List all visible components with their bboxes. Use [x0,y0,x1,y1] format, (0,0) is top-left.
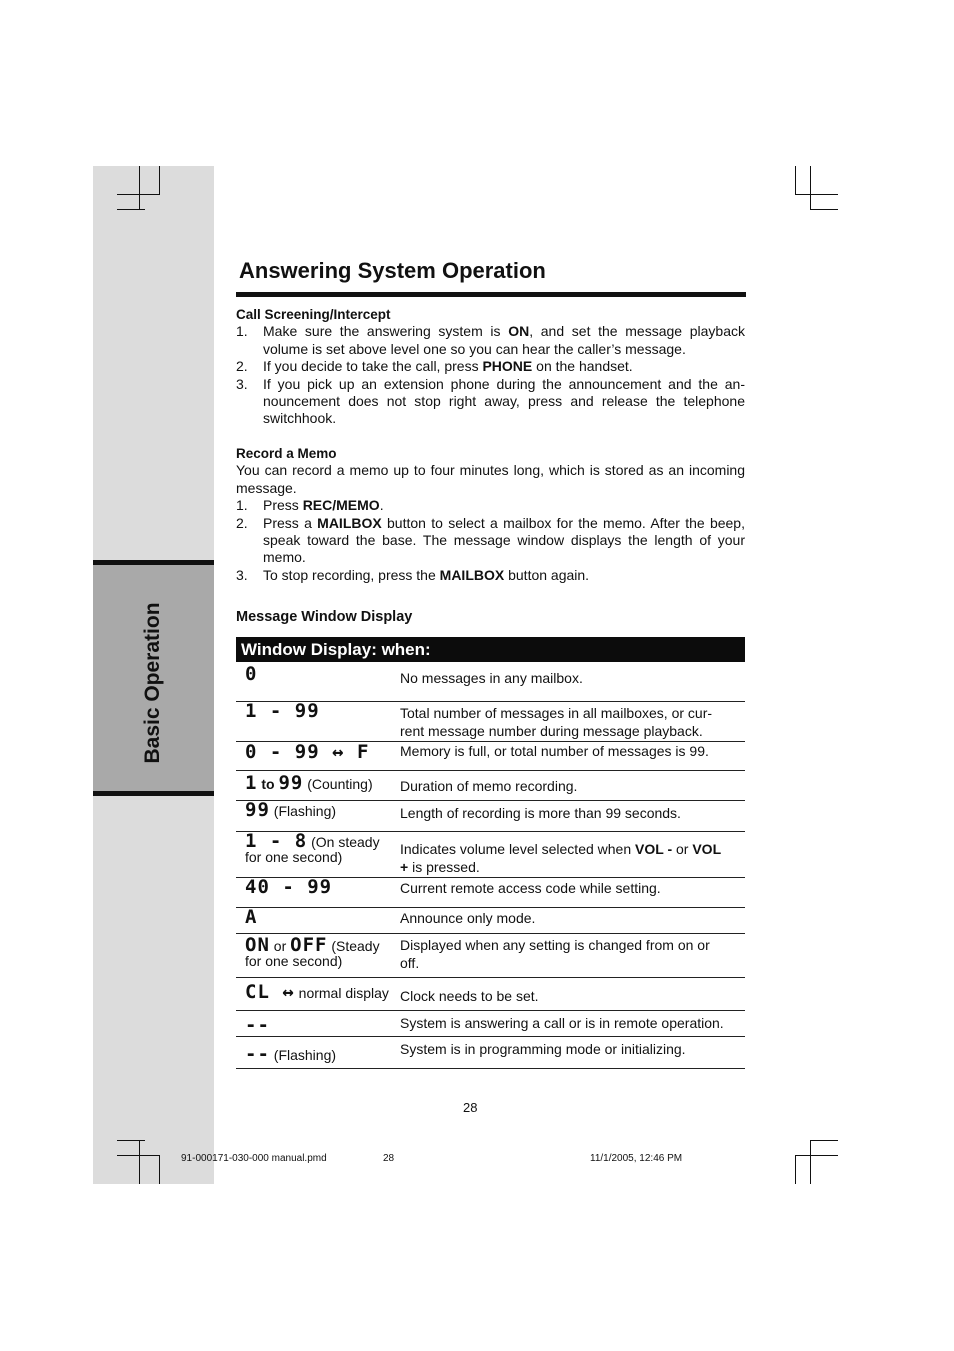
section-heading: Call Screening/Intercept [236,307,391,322]
list-item [236,376,745,428]
lcd-readout: 0 [245,663,258,685]
display-cell [245,981,393,1003]
lcd-readout: OFF [290,934,328,956]
step-list [236,497,745,584]
when-cell: Total number of messages in all mailboxes, or cur-rent message number during message playback. [400,705,713,739]
section-heading: Message Window Display [236,609,413,625]
crop-mark [795,194,838,195]
crop-mark [795,1156,796,1184]
table-row [236,832,745,878]
lcd-readout: -- [245,1043,270,1065]
lcd-readout: ON [245,934,270,956]
lcd-readout: 99 [278,772,304,794]
crop-mark [139,166,140,210]
section-heading: Record a Memo [236,446,337,461]
when-cell: Current remote access code while setting. [400,880,661,896]
crop-mark [117,1155,160,1156]
display-cell [245,741,393,763]
step-number: 2. [236,358,248,375]
table-row [236,878,745,908]
when-cell: System is in programming mode or initializing. [400,1041,686,1057]
table-row [236,908,745,934]
display-note: (Flashing) [273,803,337,819]
table-row [236,1037,745,1069]
crop-mark [810,1140,838,1141]
when-cell: Memory is full, or total number of messages is 99. [400,743,709,759]
intro-paragraph: You can record a memo up to four minutes long, which is stored as an incoming message. [236,462,745,496]
step-text: If you pick up an extension phone during the announcement and the an-nouncement does not stop right away, press and release the telephone switchhook. [263,375,745,427]
when-cell: Announce only mode. [400,910,536,926]
crop-mark [810,209,838,210]
section-tab [93,560,214,796]
display-cell [245,934,393,969]
display-cell [245,830,393,865]
when-cell: Indicates volume level selected when VOL - or VOL + is pressed. [400,841,721,875]
page-number: 28 [463,1100,478,1115]
crop-mark [795,1155,838,1156]
list-item [236,497,745,514]
crop-mark [159,1156,160,1184]
call-screening-section [236,306,745,428]
step-number: 3. [236,375,248,392]
lcd-readout: A [245,906,258,928]
lcd-readout: 1 - 8 [245,830,308,852]
step-text: Press a MAILBOX button to select a mailbox for the memo. After the beep, speak toward the base. The message window displays the length of your memo. [263,514,745,566]
display-cell [245,1014,393,1036]
step-number: 2. [236,514,248,531]
display-cell [245,906,393,928]
title-rule [236,292,746,297]
list-item [236,567,745,584]
when-cell: Duration of memo recording. [400,778,578,794]
display-note: (Flashing) [273,1047,337,1063]
step-text: If you decide to take the call, press PHONE on the handset. [263,358,633,375]
list-item [236,358,745,375]
footer-file: 91-000171-030-000 manual.pmd [181,1153,327,1164]
step-list [236,323,745,427]
display-cell [245,876,393,898]
when-cell: System is answering a call or is in remote operation. [400,1015,724,1031]
step-text: Press REC/MEMO. [263,497,384,514]
display-cell [245,663,393,685]
lcd-readout: 1 - 99 [245,700,320,722]
table-row [236,1011,745,1037]
step-text: Make sure the answering system is ON, and set the message playback volume is set above level one so you can hear the caller’s message. [263,323,745,357]
when-cell: Displayed when any setting is changed from on or off. [400,937,710,971]
display-note: (Counting) [307,776,373,792]
display-note: (On steady for one second) [245,834,380,865]
table-row [236,978,745,1011]
step-number: 1. [236,497,248,514]
table-row [236,771,745,801]
when-cell: Length of recording is more than 99 seconds. [400,805,681,821]
crop-mark [139,1140,140,1184]
lcd-readout: CL ↔ [245,981,295,1003]
table-row [236,742,745,771]
lcd-readout: -- [245,1014,270,1036]
record-memo-section [236,445,745,584]
connector-text: to [257,776,279,792]
display-cell [245,1043,393,1065]
crop-mark [810,1140,811,1184]
step-number: 1. [236,323,248,340]
step-number: 3. [236,566,248,583]
crop-mark [810,166,811,210]
display-cell [245,700,393,722]
table-row [236,662,745,702]
crop-mark [117,209,145,210]
footer-page: 28 [383,1153,395,1164]
table-header: Window Display: when: [236,637,745,662]
lcd-readout: 40 - 99 [245,876,333,898]
lcd-readout: 99 [245,799,270,821]
footer-datetime: 11/1/2005, 12:46 PM [590,1153,683,1164]
table-row [236,702,745,742]
display-note: (Steady for one second) [245,938,380,969]
list-item [236,515,745,567]
crop-mark [159,166,160,194]
section-tab-label: Basic Operation [141,602,164,764]
display-cell [245,772,393,794]
list-item [236,323,745,358]
crop-mark [795,166,796,194]
step-text: To stop recording, press the MAILBOX button again. [263,566,590,583]
lcd-readout: 0 - 99 ↔ F [245,741,370,763]
when-cell: Clock needs to be set. [400,988,539,1004]
lcd-readout: 1 [245,772,258,794]
display-table [236,662,745,1069]
display-cell [245,799,393,821]
display-note: normal display [298,985,389,1001]
table-row [236,801,745,832]
when-cell: No messages in any mailbox. [400,670,583,686]
crop-mark [117,194,160,195]
table-row [236,934,745,978]
page-title: Answering System Operation [239,258,546,283]
connector-text: or [269,938,291,954]
crop-mark [117,1140,145,1141]
